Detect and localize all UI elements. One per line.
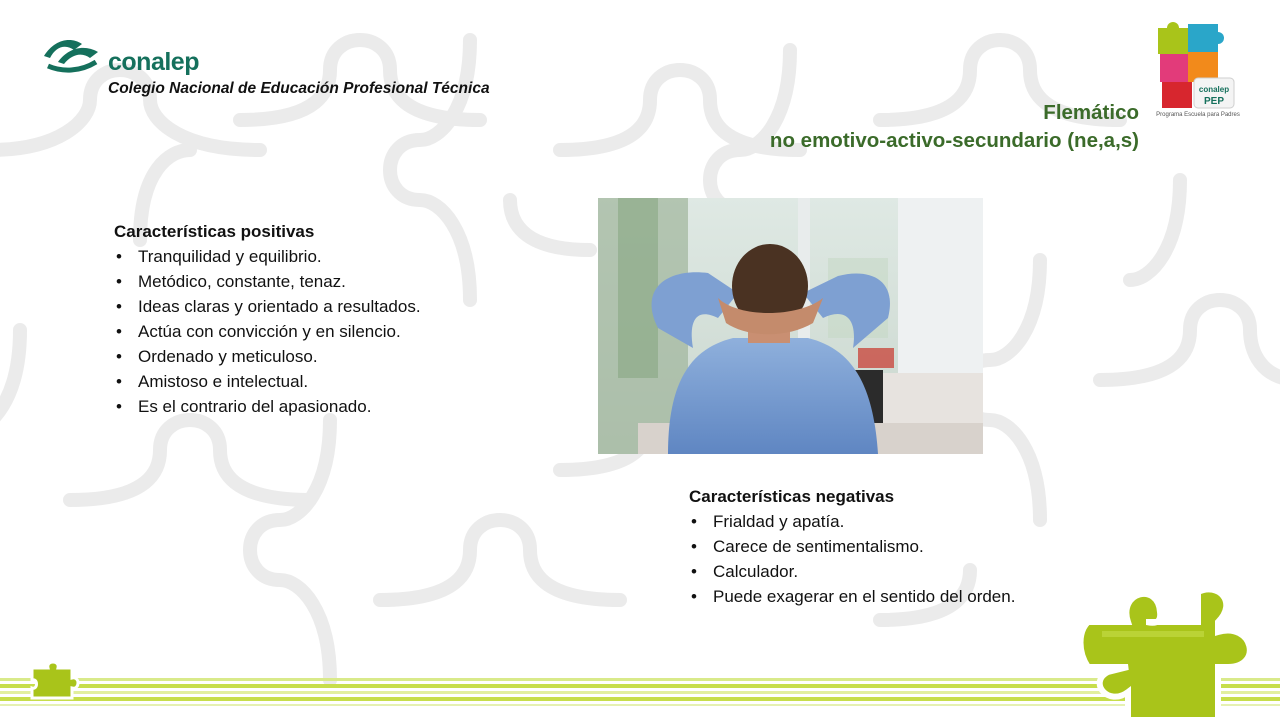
bullet: • <box>691 587 697 606</box>
positive-list <box>114 244 421 419</box>
negative-characteristics <box>689 484 1015 609</box>
positive-heading: Características positivas <box>114 222 315 241</box>
list-item <box>689 559 1015 584</box>
list-item-text: Amistoso e intelectual. <box>138 372 309 391</box>
list-item <box>689 509 1015 534</box>
list-item-text: Carece de sentimentalismo. <box>713 537 924 556</box>
puzzle-piece-icon <box>1068 572 1268 720</box>
bullet: • <box>691 562 697 581</box>
pep-caption: Programa Escuela para Padres <box>1156 112 1240 118</box>
pep-puzzle-logo-icon <box>1150 18 1246 124</box>
list-item <box>114 344 421 369</box>
list-item <box>114 269 421 294</box>
list-item-text: Frialdad y apatía. <box>713 512 845 531</box>
list-item-text: Ideas claras y orientado a resultados. <box>138 297 421 316</box>
bullet: • <box>116 322 122 341</box>
bullet: • <box>116 347 122 366</box>
puzzle-piece-icon <box>26 658 88 706</box>
list-item-text: Actúa con convicción y en silencio. <box>138 322 401 341</box>
list-item <box>114 319 421 344</box>
slide-title <box>770 99 1139 155</box>
list-item <box>689 534 1015 559</box>
conalep-logo <box>40 32 540 102</box>
title-line-1: Flemático <box>1043 101 1139 124</box>
institution-name: Colegio Nacional de Educación Profesional Técnica <box>108 80 490 97</box>
brand-name: conalep <box>108 48 199 76</box>
bullet: • <box>116 397 122 416</box>
list-item <box>689 584 1015 609</box>
conalep-logo-icon <box>40 32 106 76</box>
list-item <box>114 294 421 319</box>
pep-logo-label: PEP <box>1203 96 1225 107</box>
list-item <box>114 369 421 394</box>
bullet: • <box>116 372 122 391</box>
bullet: • <box>691 537 697 556</box>
title-line-2: no emotivo-activo-secundario (ne,a,s) <box>769 129 1139 152</box>
bullet: • <box>116 297 122 316</box>
pep-logo-brand: conalep <box>1198 85 1230 94</box>
relaxed-man-photo <box>598 198 983 454</box>
bullet: • <box>116 272 122 291</box>
negative-heading: Características negativas <box>689 487 895 506</box>
list-item-text: Es el contrario del apasionado. <box>138 397 372 416</box>
bullet: • <box>116 247 122 266</box>
list-item <box>114 394 421 419</box>
positive-characteristics <box>114 219 421 419</box>
bullet: • <box>691 512 697 531</box>
negative-list <box>689 509 1015 609</box>
list-item-text: Calculador. <box>713 562 799 581</box>
list-item-text: Ordenado y meticuloso. <box>138 347 318 366</box>
list-item-text: Metódico, constante, tenaz. <box>138 272 346 291</box>
list-item-text: Tranquilidad y equilibrio. <box>138 247 322 266</box>
list-item-text: Puede exagerar en el sentido del orden. <box>713 587 1016 606</box>
list-item <box>114 244 421 269</box>
